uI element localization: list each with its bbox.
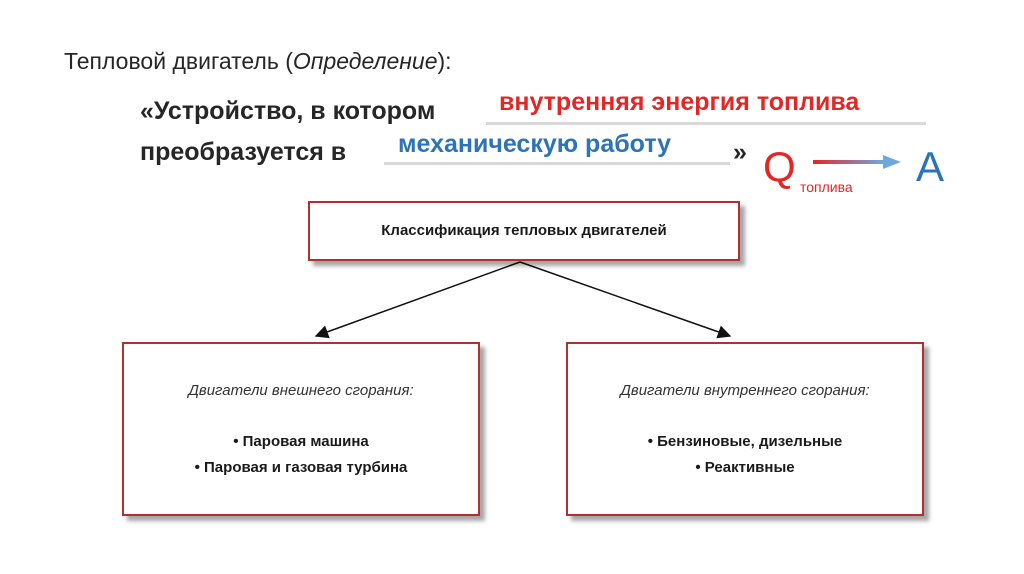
answer-internal-energy: внутренняя энергия топлива [499,88,860,116]
classification-title: Классификация тепловых двигателей [381,222,667,239]
formula-q: Q [763,143,796,190]
energy-conversion-arrow [813,155,901,169]
answer-mechanical-work: механическую работу [398,130,672,158]
external-combustion-box [122,342,480,516]
internal-combustion-box [566,342,924,516]
definition-closing-quote: » [733,138,747,166]
list-item: • Реактивные [695,459,795,476]
heading-prefix: Тепловой двигатель ( [64,48,293,74]
list-item: • Бензиновые, дизельные [647,433,843,450]
arrow-to-internal [520,262,730,336]
heading-suffix: ): [437,48,452,74]
internal-combustion-list [568,429,922,481]
internal-combustion-title: Двигатели внутреннего сгорания: [620,382,870,399]
classification-box [308,201,740,261]
formula-subscript: топлива [800,179,853,195]
list-item: • Паровая машина [233,433,369,450]
external-combustion-list [124,429,478,481]
formula-a: A [916,143,945,190]
definition-line-2: преобразуется в [140,138,347,166]
arrow-to-external [316,262,520,336]
definition-line-1: «Устройство, в котором [140,97,436,125]
list-item: • Паровая и газовая турбина [194,459,408,476]
heading-italic: Определение [292,48,438,74]
external-combustion-title: Двигатели внешнего сгорания: [188,382,414,399]
